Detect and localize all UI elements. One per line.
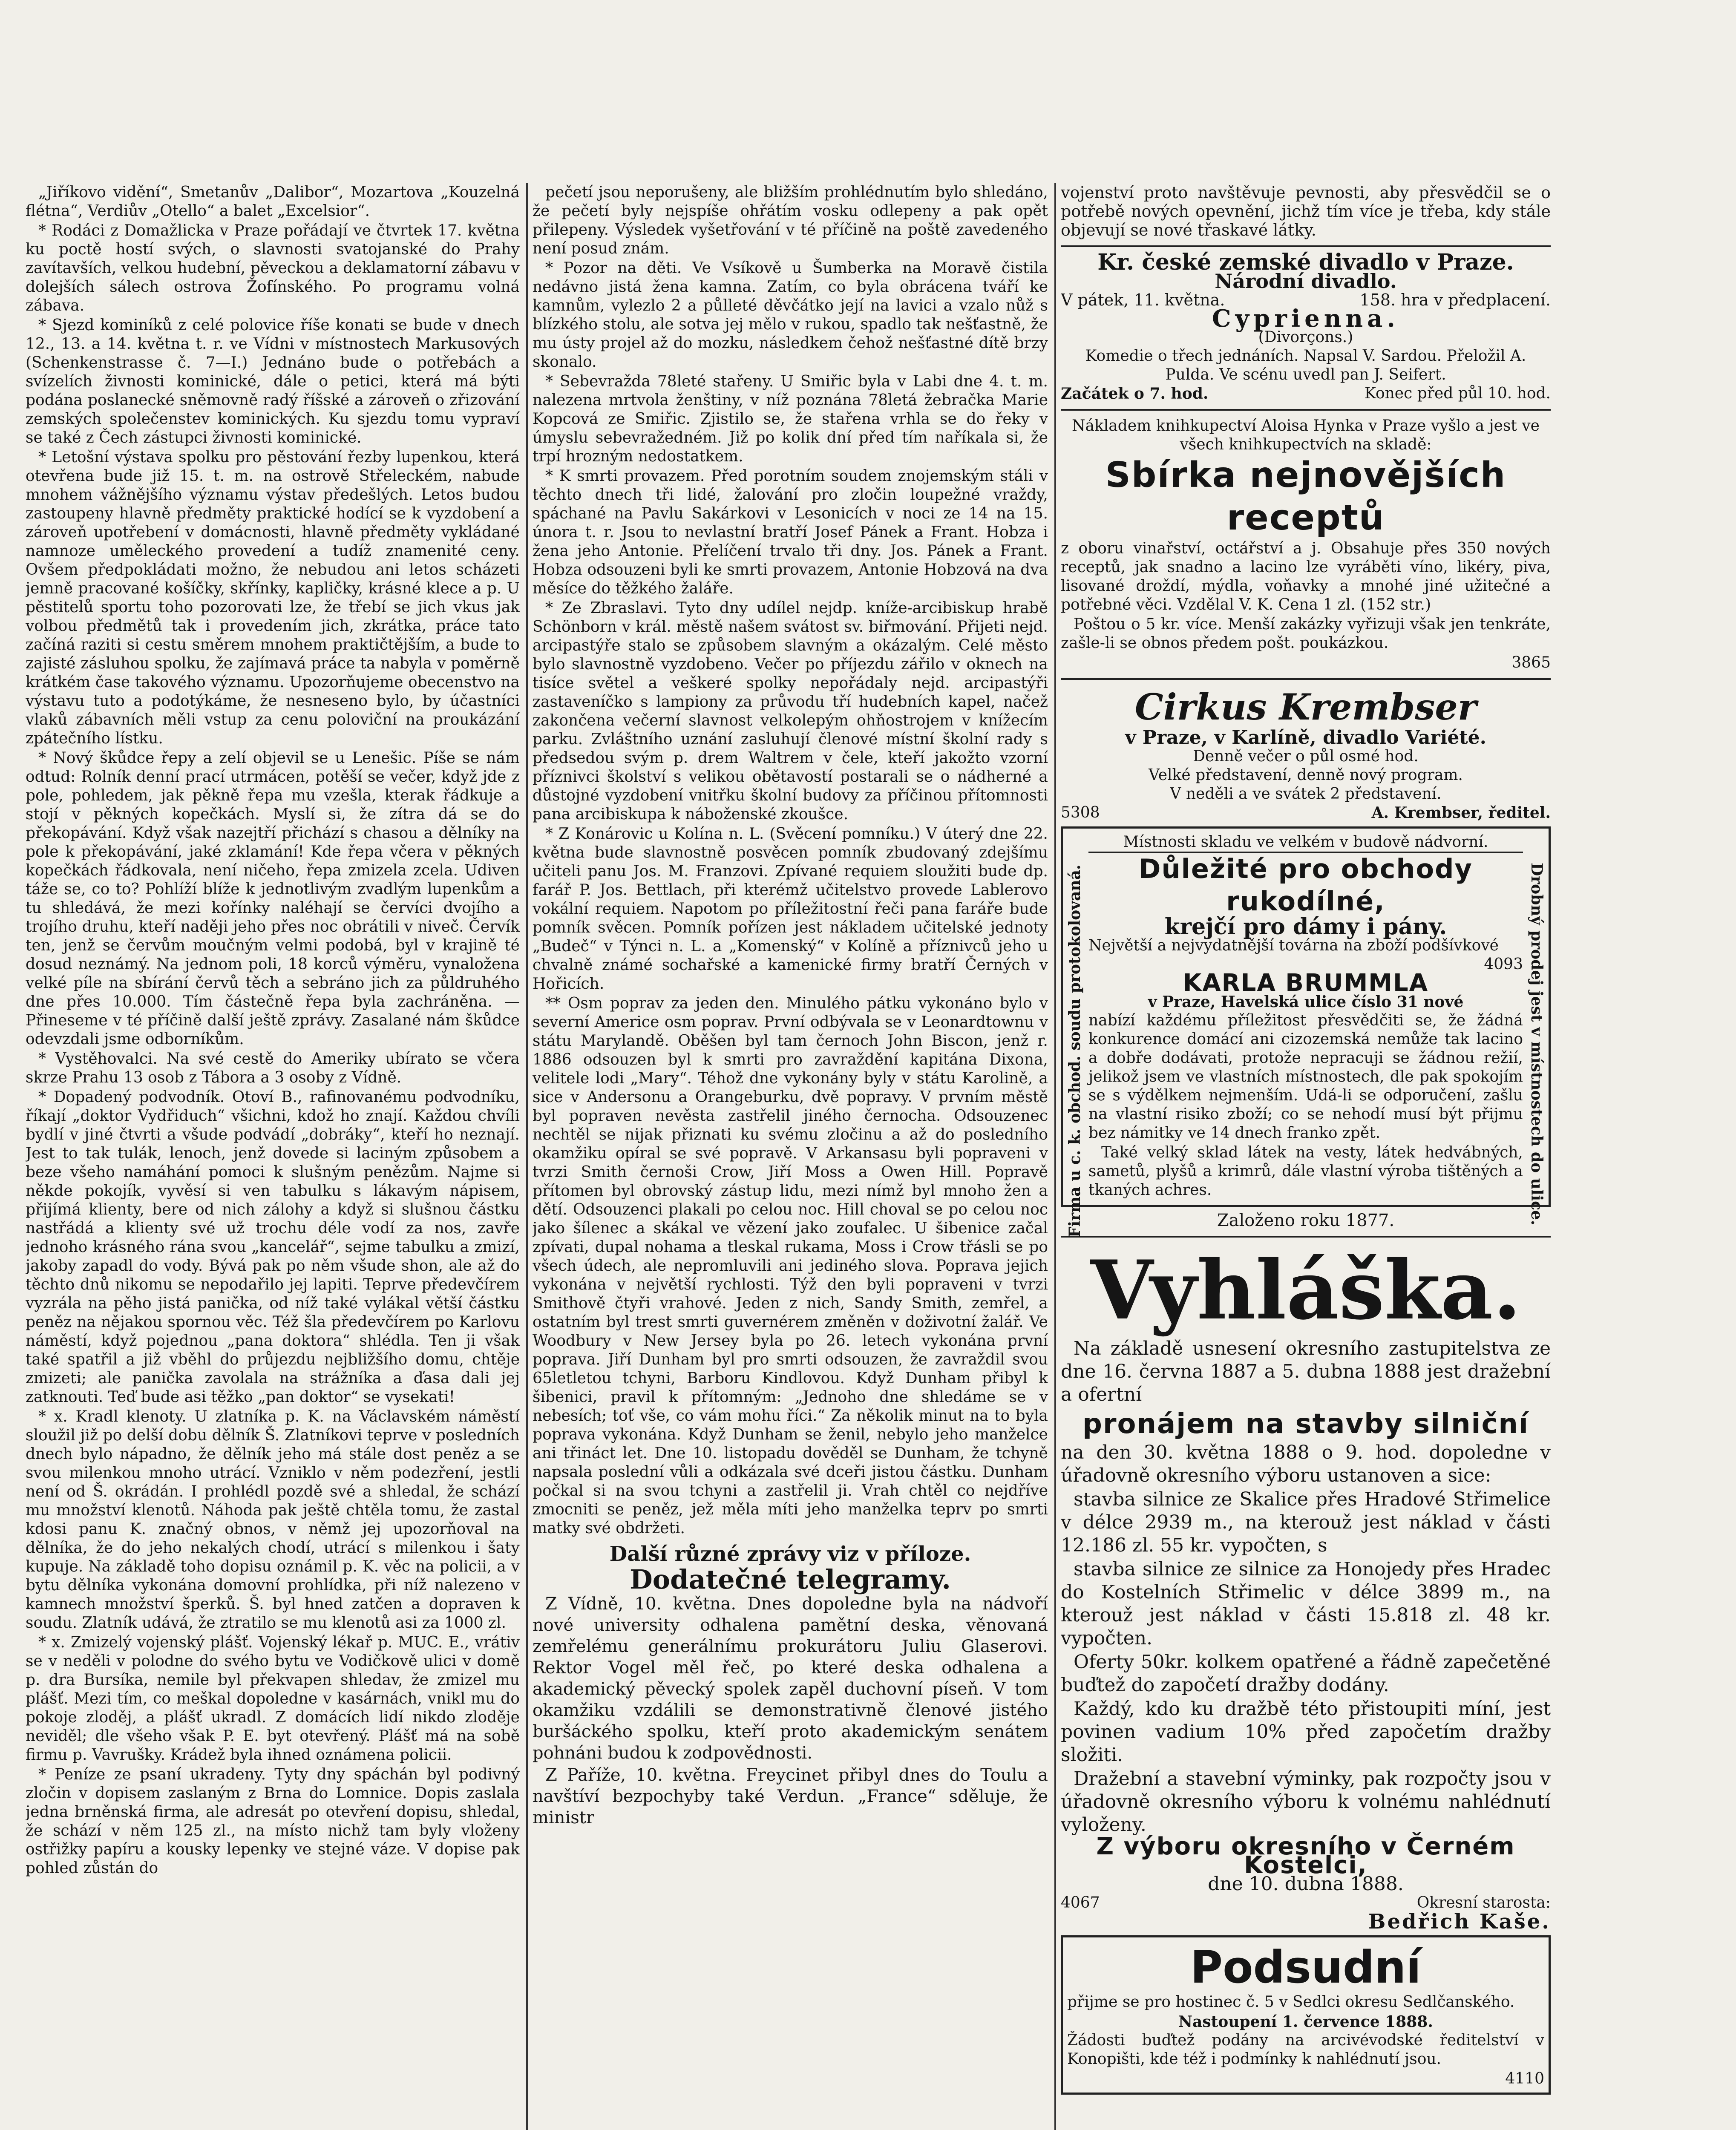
vertical-note: Drobný prodej jest v místnostech do ulice.: [1528, 863, 1546, 1226]
brummel-line: Největší a nejvydatnější továrna na zboží podšívkové: [1088, 937, 1499, 954]
podsudni-body: Žádosti buďtež podány na arcivévodské ředitelství v Konopišti, kde též i podmínky k nahlédnutí jsou.: [1067, 2032, 1544, 2068]
article: * Z Konárovic u Kolína n. L. (Svěcení pomníku.) V úterý dne 22. května bude slavnostně posvěcen pomník zbudovaný zdejšímu učiteli panu Jos. M. Franzovi. Zpívané requiem sloužiti bude dp. farář P. Jos. Bettlach, při kterémž učitelstvo provede Lablerovo vokální requiem. Napotom po příležitostní řeči pana faráře bude pomník svěcen. Pomník pořízen jest nákladem učitelské jednoty „Budeč“ v Týnci n. L. a „Komenský“ v Kolíně a příznivců jeho u chvalně známé sochařské a kamenické firmy bratří Černých v Hořicích.: [533, 825, 1048, 993]
middle-column: [533, 183, 1048, 2130]
article: * Sebevražda 78leté stařeny. U Smiřic byla v Labi dne 4. t. m. nalezena mrtvola ženštiny, v níž poznána 78letá žebračka Marie Kopcová ze Smiřic. Zjistilo se, že stařena vrhla se do řeky v úmyslu sebevražedném. Již po kolik dní před tím naříkala si, že trpí hrozným nedostatkem.: [533, 373, 1048, 465]
ad-code: 4067: [1061, 1894, 1100, 1911]
divider: [1061, 245, 1551, 247]
announcement-body: Každý, kdo ku dražbě této přistoupiti míní, jest povinen vadium 10% před započetím dražby složiti.: [1061, 1698, 1551, 1766]
circus-line: Velké představení, denně nový program.: [1149, 766, 1463, 784]
announcement-body: Dražební a stavební výminky, pak rozpočty jsou v úřadovně okresního výboru k volnému nahlédnutí vyloženy.: [1061, 1768, 1551, 1836]
article: pečetí jsou neporušeny, ale bližším prohlédnutím bylo shledáno, že pečetí byly nejspíše ohřátím vosku odlepeny a pak opět přilepeny. Výsledek vyšetřování v té příčině na poště zavedeného není posud znám.: [533, 184, 1048, 257]
play-start: Začátek o 7. hod.: [1061, 385, 1209, 403]
column-divider: [526, 183, 528, 2130]
ad-code: 4093: [1484, 956, 1523, 973]
announcement-item: stavba silnice ze Skalice přes Hradové Střimelice v délce 2939 m., na kterouž jest náklad v části 12.186 zl. 55 kr. vypočten, s: [1061, 1488, 1551, 1556]
announcement-date: dne 10. dubna 1888.: [1208, 1873, 1404, 1895]
article: * Rodáci z Domažlicka v Praze pořádají ve čtvrtek 17. května ku poctě hostí svých, o slavnosti svatojanské do Prahy zavítavších, velkou hudební, pěveckou a deklamatorní zábavu v dolejších sálech ostrova Žofínského. Po programu volná zábava.: [26, 222, 520, 314]
circus-director: A. Krembser, ředitel.: [1371, 804, 1551, 822]
podsudni-ad: [1061, 1935, 1551, 2095]
article: * K smrti provazem. Před porotním soudem znojemským stáli v těchto dnech tři lidé, žalování pro zločin loupežné vraždy, spáchané na Pavlu Sakárkovi v Lesonicích v noci ze 14 na 15. února t. r. Jsou to nevlastní bratří Josef Pánek a Frant. Hobza i žena jeho Antonie. Přelíčení trvalo tři dny. Jos. Pánek a Frant. Hobza odsouzeni byli ke smrti provazem, Antonie Hobzová na dva měsíce do těžkého žaláře.: [533, 467, 1048, 597]
theatre-title: Kr. české zemské divadlo v Praze.: [1097, 249, 1514, 275]
brummel-address: v Praze, Havelská ulice číslo 31 nové: [1148, 993, 1464, 1011]
podsudni-start: Nastoupení 1. července 1888.: [1178, 2013, 1433, 2031]
theatre-subtitle: Národní divadlo.: [1215, 270, 1397, 293]
article: * x. Zmizelý vojenský plášť. Vojenský lékař p. MUC. E., vrátiv se v neděli v polodne do svého bytu ve Vodičkově ulici v domě p. dra Bursíka, nemile byl překvapen shledav, že zmizel mu plášť. Mezi tím, co meškal dopoledne v kasárnách, vnikl mu do pokoje zloděj, a plášť ukradl. Z domácích lidí nikdo zloděje neviděl; dle všeho však P. E. byt otevřený. Plášť má na sobě firmu p. Vavrušky. Krádež byla ihned oznámena policii.: [26, 1634, 520, 1764]
ad-code: 4110: [1505, 2070, 1544, 2087]
article: * x. Kradl klenoty. U zlatníka p. K. na Václavském náměstí sloužil již po delší dobu dělník Š. Zlatníkovi teprve v posledních dnech bylo nápadno, že dělník jeho má stále dost peněz a se svou milenkou mnoho utrácí. Vzniklo v něm podezření, jestli není od Š. okrádán. I prohlédl pozdě své a shledal, že schází mu množství klenotů. Náhoda pak ještě chtěla tomu, že zastal kdosi panu K. značný obnos, v němž jej upozorňoval na dělníka, že do jeho nekalých chodí, utrácí s milenkou i šaty kupuje. Na základě toho dopisu oznámil p. K. věc na policii, a v bytu dělníka vykonána domovní prohlídka, při níž nalezeno v kamnech množství šperků. Š. byl hned zatčen a dopraven k soudu. Zlatník udává, že ztratilo se mu klenotů asi za 1000 zl.: [26, 1408, 520, 1632]
article: * Pozor na děti. Ve Vsíkově u Šumberka na Moravě čistila nedávno jistá žena kamna. Zatím, co byla obrácena tváří ke kamnům, vylezlo 2 a půlleté děvčátko její na lavici a vzalo nůž s blízkého stolu, ale sotva jej mělo v rukou, spadlo tak nešťastně, že mu ústy projel až do mozku, následkem čehož nešťastné dítě brzy skonalo.: [533, 259, 1048, 371]
divider: [1061, 409, 1551, 411]
right-column: [1061, 183, 1551, 2130]
theatre-date: V pátek, 11. května.: [1061, 291, 1225, 309]
telegram: Z Vídně, 10. května. Dnes dopoledne byla na nádvoří nové university odhalena pamětní deska, věnovaná zemřelému generálnímu prokurátoru Juliu Glaserovi. Rektor Vogel měl řeč, po které deska odhalena a akademický pěvecký spolek zapěl duchovní píseň. V tom okamžiku vzdálili se demonstrativně členové jistého buršáckého spolku, kteří proto akademickým senátem pohnáni budou k zodpovědnosti.: [533, 1594, 1048, 1763]
article: * Vystěhovalci. Na své cestě do Ameriky ubírato se včera skrze Prahu 13 osob z Tábora a 3 osoby z Vídně.: [26, 1050, 520, 1086]
divider: [1061, 678, 1551, 680]
circus-line: V neděli a ve svátek 2 představení.: [1170, 785, 1442, 803]
article: * Peníze ze psaní ukradeny. Tyty dny spáchán byl podivný zločin v dopisem zaslaným z Brna do Lomnice. Dopis zaslala jedna brněnská firma, ale adresát po otevření dopisu, shledal, že schází v něm 125 zl., na místo nichž tam byly vloženy ostřižky papíru a kousky lepenky ve stejné váze. V dopise pak pohled zůstán do: [26, 1766, 520, 1877]
announcement-title: Vyhláška.: [1090, 1243, 1521, 1338]
article: * Sjezd kominíků z celé polovice říše konati se bude v dnech 12., 13. a 14. května t. r. ve Vídni v místnostech Markusových (Schenkenstrasse č. 7—I.) Jednáno bude o potřebách a svízelích živnosti kominické, dále o petici, která má býti podána poslanecké sněmovně radý říšské a zároveň o zřizování zemských společenstev kominických. Ku sjezdu tomu vypraví se také z Čech zástupci živnosti kominické.: [26, 317, 520, 446]
theatre-ad: [1061, 249, 1551, 403]
book-publisher: Nákladem knihkupectví Aloisa Hynka v Praze vyšlo a jest ve všech knihkupectvích na skladě:: [1072, 417, 1540, 453]
more-news-note: Další různé zprávy viz v příloze.: [609, 1542, 971, 1566]
play-end: Konec před půl 10. hod.: [1365, 385, 1551, 402]
book-title: Sbírka nejnovějších receptů: [1105, 455, 1506, 538]
left-column: [26, 183, 520, 2130]
article-continuation: vojenství proto navštěvuje pevnosti, aby přesvědčil se o potřebě nových opevnění, jichž tím více je třeba, kdy stále objevují se nové třaskavé látky.: [1061, 183, 1551, 239]
announcement-signature: Bedřich Kaše.: [1368, 1910, 1551, 1934]
play-description: Komedie o třech jednáních. Napsal V. Sardou. Přeložil A. Pulda. Ve scénu uvedl pan J. Seifert.: [1085, 347, 1526, 383]
ad-banner: Místnosti skladu ve velkém v budově nádvorní.: [1088, 833, 1523, 853]
vertical-note: Firma u c. k. obchod. soudu protokolovaná.: [1066, 864, 1084, 1238]
column-divider: [1054, 183, 1056, 2130]
theatre-performance: 158. hra v předplacení.: [1359, 291, 1551, 309]
play-title: Cyprienna.: [1212, 305, 1399, 333]
founded-note: Založeno roku 1877.: [1217, 1211, 1395, 1230]
article: * Dopadený podvodník. Otoví B., rafinovanému podvodníku, říkají „doktor Vydřiduch“ všichni, kdož ho znají. Každou chvíli bydlí v jiné čtvrti a všude podvádí „dobráky“, kteří ho neznají. Jest to tak tulák, lenoch, jenž dovede si laciným způsobem a beze všeho namáhání pomoci k slušným penězům. Najme si někde pokojík, vyvěsí si ven tabulku s lákavým nápisem, přijímá klienty, bere od nich zálohy a když si slušnou částku nastřádá a klienty své už trochu déle vodí za nos, zavře jednoho krásného rána svou „kancelář“, sejme tabulku a zmizí, jakoby zapadl do vody. Bývá pak po něm všude shon, ale až do těchto dnů nikomu se nepodařilo jej lapiti. Teprve předevčírem vyzrála na pěho jistá panička, od níž také vylákal větší částku peněz na nějakou spornou věc. Též šla předevčírem po Karlovu náměstí, když pojednou „pana doktora“ shlédla. Ten ji však také spatřil a již vběhl do průjezdu nejbližšího domu, chtěje zmizeti; ale panička zavolala na strážníka a ďasa dali jej zatknouti. Teď bude asi těžko „pan doktor“ se vysekati!: [26, 1088, 520, 1406]
book-ad: [1061, 417, 1551, 672]
brummel-body: Také velký sklad látek na vesty, látek hedvábných, sametů, plyšů a krimrů, dále vlastní výroba tištěných a tkaných achres.: [1088, 1144, 1523, 1199]
article: * Ze Zbraslavi. Tyto dny udílel nejdp. kníže-arcibiskup hrabě Schönborn v král. městě našem svátost sv. biřmování. Přijeti nejd. arcipastýře stalo se způsobem slavným a okázalým. Celé město bylo slavnostně vyzdobeno. Večer po příjezdu zářilo v oknech na tisíce světel a veškeré spolky nepořádaly nejd. arcipastýři zastaveníčko s lampiony za průvodu tří hudebních kapel, načež zakončena večerní slavnost velkolepým ohňostrojem v knížecím parku. Zvláštního uznání zasluhují členové místní školní rady s předsedou svým p. drem Waltrem v čele, kteří jakožto vzorní příznivci školství s velikou obětavostí postarali se o nádherné a důstojné vyzdobení vnitřku školní budovy za příčinou přítomnosti pana arcibiskupa k náboženské zkoušce.: [533, 599, 1048, 823]
announcement-body: Na základě usnesení okresního zastupitelstva ze dne 16. června 1887 a 5. dubna 1888 jest dražební a ofertní: [1061, 1338, 1551, 1405]
article: ** Osm poprav za jeden den. Minulého pátku vykonáno bylo v severní Americe osm poprav. První odbývala se v Leonardtownu v státu Marylandě. Oběšen byl tam černoch John Biscon, jenž r. 1886 odsouzen byl k smrti pro zavraždění kapitána Dixona, velitele lodi „Mary“. Téhož dne vykonány byly v státu Karolině, a sice v Andersonu a Orangeburku, dvě popravy. V prvním městě byl popraven nevěsta zastřelil jiného černocha. Odsouzenec nechtěl se nijak přiznati ku svému zločinu a až do posledního okamžiku opíral se své popravě. V Arkansasu byli popraveni v tvrzi Smith černoši Crow, Jiří Moss a Owen Hill. Popravě přítomen byl obrovský zástup lidu, mezi nímž byl mnoho žen a dětí. Odsouzenci plakali po celou noc. Hill choval se po celou noc jako šílenec a skákal ve vězení jako zoufalec. U šibenice začal zpívati, dupal nohama a tleskal rukama, Moss i Crow třásli se po všech údech, ale nepromluvili ani jediného slova. Poprava jejich vykonána v největší rychlosti. Týž den byli popraveni v tvrzi Smithově čtyři vrahové. Jeden z nich, Sandy Smith, zemřel, a ostatním byl trest smrti guvernérem změněn v doživotní žalář. Ve Woodbury v New Jersey byla po 26. letech vykonána první poprava. Jiří Dunham byl pro smrti odsouzen, že zavraždil svou 65letletou tchyni, Barboru Kindlovou. Když Dunham přibyl k šibenici, pravil k přítomným: „Jednoho dne shledáme se v nebesích; toť vše, co vám mohu říci.“ Za několik minut na to byla poprava vykonána. Když Dunham se ženil, nebylo jeho manželce ani třináct let. Dne 10. listopadu dověděl se Dunham, že tchyně napsala poslední vůli a odkázala své dceři jistou částku. Dunham počkal si na svou tchyni a zastřelil ji. Vrah chtěl co nejdříve zmocniti se peněz, jež měla míti jeho manželka teprv po smrti matky své obdržeti.: [533, 995, 1048, 1537]
divider: [1061, 1236, 1551, 1238]
ad-code: 3865: [1511, 654, 1551, 671]
brummel-headline: Důležité pro obchody rukodílné,: [1139, 853, 1473, 917]
article: * Nový škůdce řepy a zelí objevil se u Lenešic. Píše se nám odtud: Rolník denní prací utrmácen, potěší se večer, když jde z pole, pohledem, jak pěkně řepa mu vzešla, kterak řádkuje a stojí v pěkných kopečkách. Myslí si, že zítra dá se do překopávání. Když však nazejtří přichází s chasou a dělníky na pole k překopávání, jaké zklamání! Kde řepa včera v pěkných kopečkách řádkovala, není ničeho, řepa zmizela zcela. Udiven táže se, co to? Pohlíží blíže k jednotlivým zvadlým lupenkům a tu shledává, že mezi kořínky naléhají se červíci dvojího a trojího druhu, kteří naději jeho přes noc obrátili v niveč. Červík ten, jenž se červům moučným velmi podobá, byl v krajině té dosud neznámý. Na jednom poli, 18 korců výměru, vynaložena velké píle na sbírání červů těch a sebráno jich za půldruhého dne přes 10.000. Tím částečně řepa byla zachráněna. — Přineseme v té příčině další ještě zprávy. Zasalané nám škůdce odevzdali jsme odborníkům.: [26, 749, 520, 1048]
brummel-body: nabízí každému příležitost přesvědčiti se, že žádná konkurence domácí ani cizozemská nemůže tak lacino a dobře dodávati, protože nepracuji se žádnou režií, jelikož jsem ve vlastních místnostech, dle pak spokojím se s výdělkem nejmenším. Udá-li se odporučení, zašlu na vlastní risiko zboží; co se nehodí musí být přijmu bez námitky ve 14 dnech franko zpět.: [1088, 1012, 1523, 1142]
announcement-item: stavba silnice ze silnice za Honojedy přes Hradec do Kostelních Střimelic v délce 3899 m., na kterouž jest náklad v části 15.818 zl. 48 kr. vypočten.: [1061, 1558, 1551, 1649]
article: „Jiříkovo vidění“, Smetanův „Dalibor“, Mozartova „Kouzelná flétna“, Verdiův „Otello“ a balet „Excelsior“.: [26, 184, 520, 220]
announcement: [1061, 1243, 1551, 1934]
article: * Letošní výstava spolku pro pěstování řezby lupenkou, která otevřena bude již 15. t. m. na ostrově Střeleckém, nabude mnohem vážnějšího významu výstav předešlých. Letos budou zastoupeny hlavně předměty praktické hodící se k vyzdobení a zároveň upotřebení v domácnosti, hlavně předměty vykládané namnoze uměleckého provedení a tudíž znamenité ceny. Ovšem předpokládati možno, že nebudou ani letos scházeti jemně pracované košíčky, skřínky, kapličky, krásné klece a p. U pěstitelů sportu toho pozorovati lze, že třebí se jich vkus jak volbou předmětů tak i provedením jich, zkrátka, práce tato začíná raziti si cestu směrem mnohem praktičtějším, a bude to zajisté zásluhou spolku, že zajímavá práce ta nabyla v poměrně krátkém čase takového významu. Upozorňujeme obecenstvo na výstavu tuto a podotýkáme, že nesneseno bylo, by účastníci vlaků zábavních měli vstup za cenu poloviční na proukázání zpátečního lístku.: [26, 449, 520, 747]
circus-ad: [1061, 686, 1551, 822]
brummel-sub: krejčí pro dámy i pány.: [1164, 914, 1447, 940]
announcement-role: Okresní starosta:: [1416, 1894, 1551, 1911]
announcement-office: Z výboru okresního v Černém Kostelci,: [1096, 1833, 1515, 1879]
podsudni-body: přijme se pro hostinec č. 5 v Sedlci okresu Sedlčanského.: [1067, 1993, 1515, 2011]
announcement-highlight: pronájem na stavby silniční: [1082, 1408, 1529, 1440]
announcement-body: na den 30. května 1888 o 9. hod. dopoledne v úřadovně okresního výboru ustanoven a sice:: [1061, 1442, 1551, 1486]
book-postal: Poštou o 5 kr. více. Menší zakázky vyřizuji však jen tenkráte, zašle-li se obnos předem pošt. poukázkou.: [1061, 616, 1551, 652]
telegram: Z Paříže, 10. května. Freycinet přibyl dnes do Toulu a navštíví bezpochyby také Verdun. „France“ sděluje, že ministr: [533, 1765, 1048, 1828]
circus-line: Denně večer o půl osmé hod.: [1193, 748, 1419, 765]
circus-line: v Praze, v Karlíně, divadlo Variété.: [1125, 727, 1486, 748]
play-subtitle: (Divorçons.): [1258, 328, 1353, 346]
telegrams-heading: Dodatečné telegramy.: [630, 1564, 951, 1595]
podsudni-title: Podsudní: [1190, 1941, 1422, 1993]
book-body: z oboru vinařství, octářství a j. Obsahuje přes 350 nových receptů, jak snadno a lacino lze vyráběti víno, likéry, piva, lisované droždí, mýdla, voňavky a mnohé jiné užitečné a potřebné věci. Vzdělal V. K. Cena 1 zl. (152 str.): [1061, 540, 1551, 613]
brummel-brand: KARLA BRUMMLA: [1183, 969, 1429, 997]
announcement-body: Oferty 50kr. kolkem opatřené a řádně zapečetěné buďtež do započetí dražby dodány.: [1061, 1651, 1551, 1696]
circus-title: Cirkus Krembser: [1134, 686, 1477, 728]
ad-code: 5308: [1061, 804, 1100, 821]
